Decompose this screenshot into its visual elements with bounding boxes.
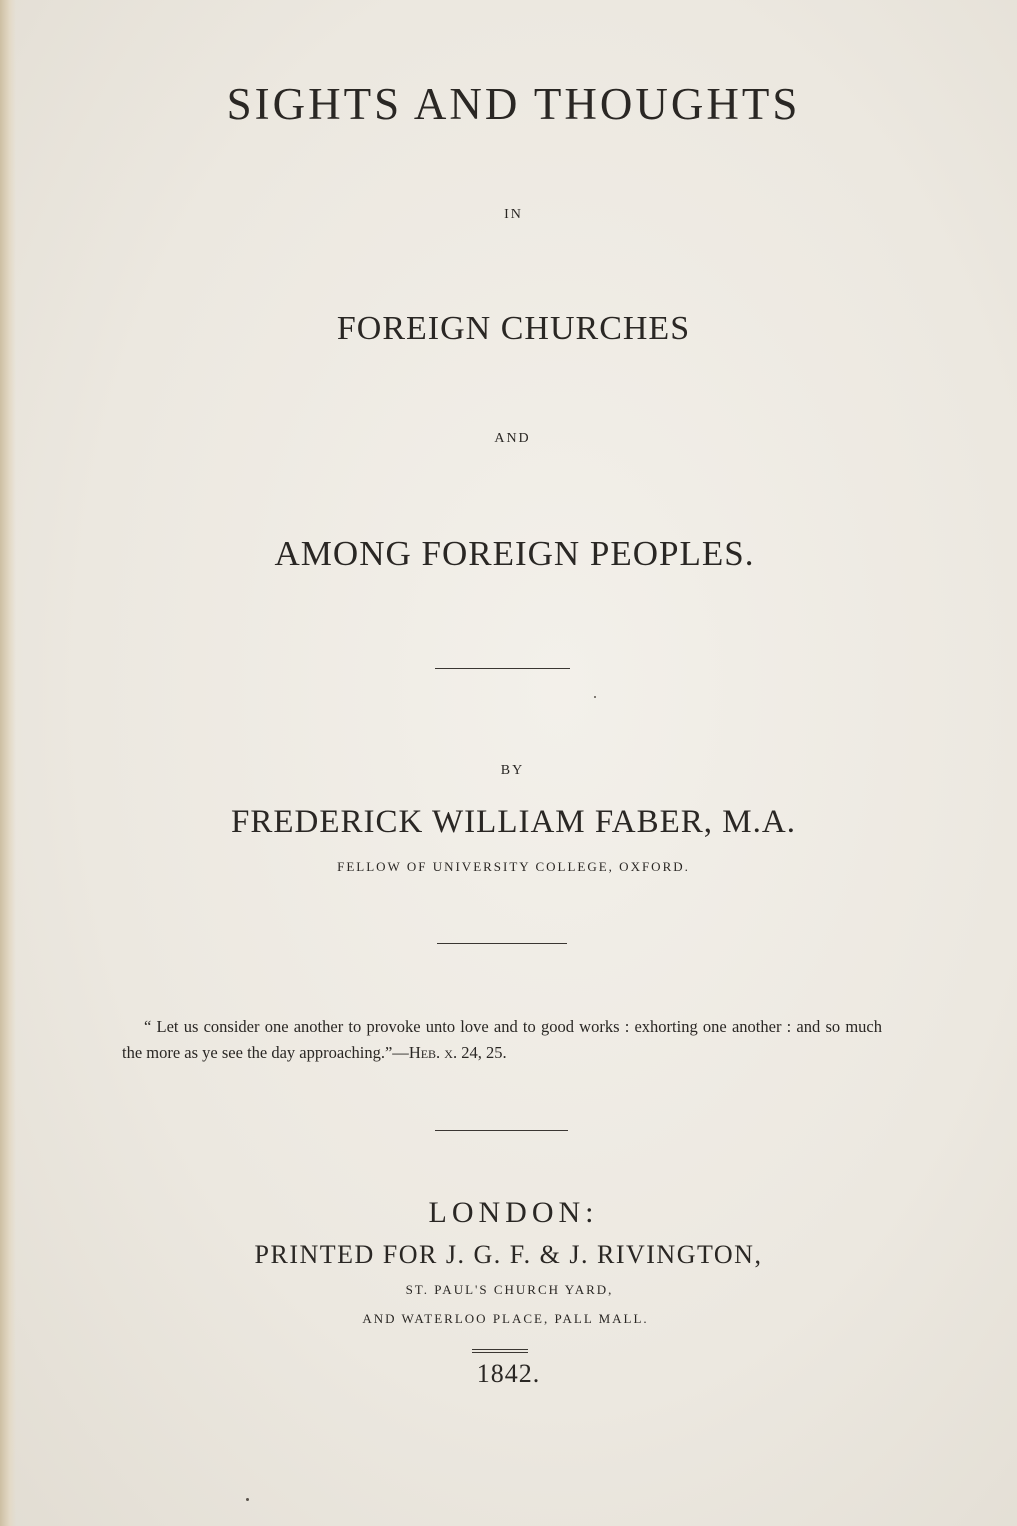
author-name: FREDERICK WILLIAM FABER, M.A. <box>231 804 796 840</box>
book-spine-edge <box>0 0 16 1526</box>
divider-rule <box>435 1130 568 1131</box>
imprint-city: LONDON: <box>428 1196 599 1229</box>
epigraph-reference: Heb. x. 24, 25. <box>408 1043 507 1062</box>
connector-and: AND <box>494 431 531 446</box>
imprint-address-one: ST. PAUL'S CHURCH YARD, <box>405 1282 614 1297</box>
connector-in: IN <box>504 207 523 222</box>
double-rule-top <box>472 1349 528 1350</box>
divider-rule <box>437 943 567 944</box>
double-rule-bottom <box>472 1352 528 1353</box>
connector-by: BY <box>500 763 525 778</box>
publication-year: 1842. <box>476 1359 541 1388</box>
epigraph <box>122 1014 882 1066</box>
epigraph-text: “ Let us consider one another to provoke unto love and to good works : exhorting one another : and so much the more as ye see the day approaching.”— <box>122 1017 882 1062</box>
imprint-printer: PRINTED FOR J. G. F. & J. RIVINGTON, <box>254 1240 763 1269</box>
imprint-address-two: AND WATERLOO PLACE, PALL MALL. <box>362 1311 649 1326</box>
title-line-two: FOREIGN CHURCHES <box>336 310 691 347</box>
title-line-three: AMONG FOREIGN PEOPLES. <box>274 534 755 573</box>
author-affiliation: FELLOW OF UNIVERSITY COLLEGE, OXFORD. <box>337 859 690 874</box>
paper-speck <box>246 1498 249 1501</box>
paper-speck <box>594 696 596 698</box>
book-title: SIGHTS AND THOUGHTS <box>226 79 801 129</box>
divider-rule <box>435 668 570 669</box>
